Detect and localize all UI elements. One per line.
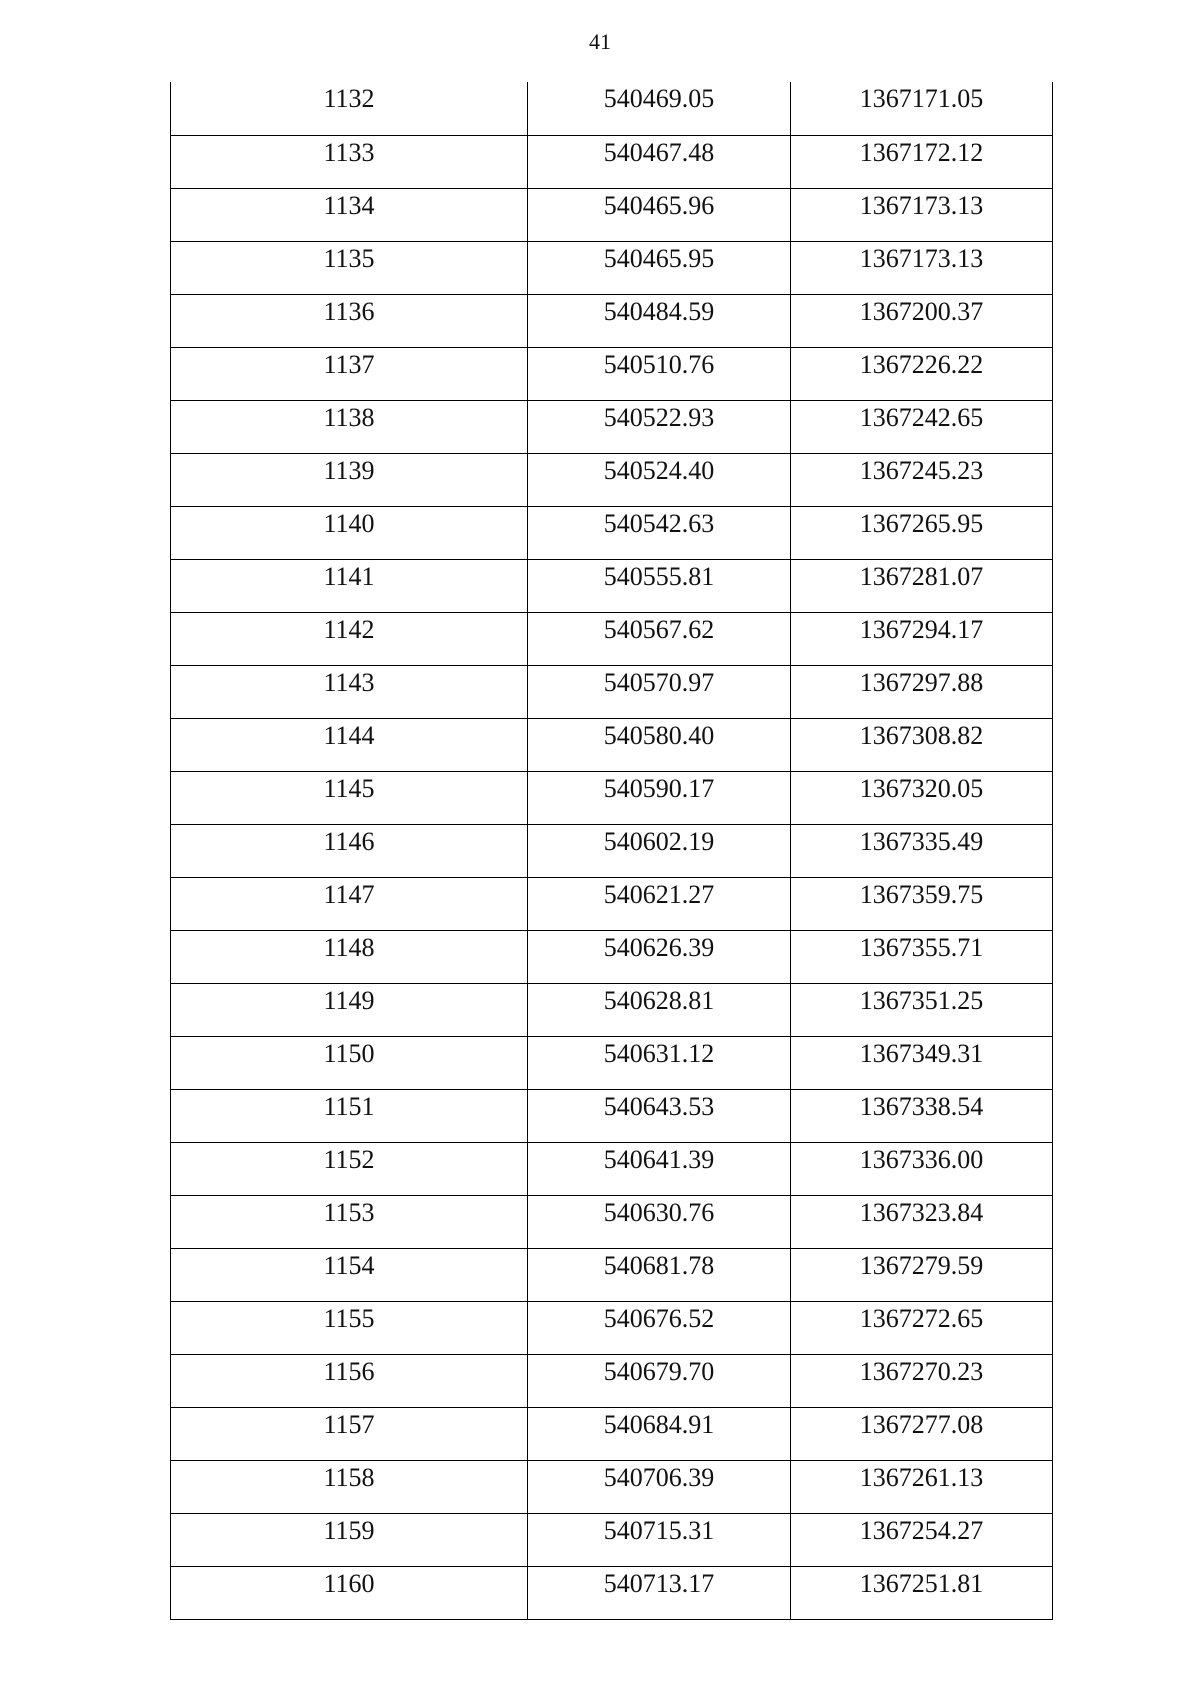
point-number-cell: 1148 [171, 930, 528, 983]
point-number-cell: 1147 [171, 877, 528, 930]
table-row [171, 559, 1053, 612]
y-coordinate-cell: 1367355.71 [791, 930, 1053, 983]
y-coordinate-cell: 1367336.00 [791, 1142, 1053, 1195]
x-coordinate-cell: 540676.52 [528, 1301, 791, 1354]
x-coordinate-cell: 540621.27 [528, 877, 791, 930]
y-coordinate-cell: 1367226.22 [791, 347, 1053, 400]
point-number-cell: 1139 [171, 453, 528, 506]
table-row [171, 1566, 1053, 1619]
point-number-cell: 1137 [171, 347, 528, 400]
point-number-cell: 1156 [171, 1354, 528, 1407]
point-number-cell: 1138 [171, 400, 528, 453]
x-coordinate-cell: 540631.12 [528, 1036, 791, 1089]
point-number-cell: 1141 [171, 559, 528, 612]
coordinates-table [170, 82, 1053, 1620]
table-row [171, 1301, 1053, 1354]
x-coordinate-cell: 540524.40 [528, 453, 791, 506]
table-row [171, 453, 1053, 506]
y-coordinate-cell: 1367173.13 [791, 188, 1053, 241]
point-number-cell: 1155 [171, 1301, 528, 1354]
y-coordinate-cell: 1367242.65 [791, 400, 1053, 453]
x-coordinate-cell: 540469.05 [528, 82, 791, 135]
x-coordinate-cell: 540713.17 [528, 1566, 791, 1619]
y-coordinate-cell: 1367349.31 [791, 1036, 1053, 1089]
x-coordinate-cell: 540567.62 [528, 612, 791, 665]
point-number-cell: 1150 [171, 1036, 528, 1089]
point-number-cell: 1154 [171, 1248, 528, 1301]
point-number-cell: 1160 [171, 1566, 528, 1619]
point-number-cell: 1132 [171, 82, 528, 135]
table-row [171, 1089, 1053, 1142]
point-number-cell: 1149 [171, 983, 528, 1036]
x-coordinate-cell: 540706.39 [528, 1460, 791, 1513]
table-row [171, 930, 1053, 983]
point-number-cell: 1135 [171, 241, 528, 294]
y-coordinate-cell: 1367320.05 [791, 771, 1053, 824]
table-row [171, 1407, 1053, 1460]
y-coordinate-cell: 1367359.75 [791, 877, 1053, 930]
x-coordinate-cell: 540555.81 [528, 559, 791, 612]
table-row [171, 347, 1053, 400]
table-row [171, 1248, 1053, 1301]
y-coordinate-cell: 1367171.05 [791, 82, 1053, 135]
x-coordinate-cell: 540628.81 [528, 983, 791, 1036]
table-row [171, 82, 1053, 135]
y-coordinate-cell: 1367251.81 [791, 1566, 1053, 1619]
y-coordinate-cell: 1367254.27 [791, 1513, 1053, 1566]
point-number-cell: 1153 [171, 1195, 528, 1248]
point-number-cell: 1143 [171, 665, 528, 718]
y-coordinate-cell: 1367245.23 [791, 453, 1053, 506]
y-coordinate-cell: 1367200.37 [791, 294, 1053, 347]
coordinates-table-body [171, 82, 1053, 1619]
point-number-cell: 1157 [171, 1407, 528, 1460]
x-coordinate-cell: 540484.59 [528, 294, 791, 347]
y-coordinate-cell: 1367351.25 [791, 983, 1053, 1036]
table-row [171, 1460, 1053, 1513]
point-number-cell: 1136 [171, 294, 528, 347]
y-coordinate-cell: 1367277.08 [791, 1407, 1053, 1460]
x-coordinate-cell: 540522.93 [528, 400, 791, 453]
x-coordinate-cell: 540679.70 [528, 1354, 791, 1407]
point-number-cell: 1158 [171, 1460, 528, 1513]
y-coordinate-cell: 1367297.88 [791, 665, 1053, 718]
y-coordinate-cell: 1367279.59 [791, 1248, 1053, 1301]
x-coordinate-cell: 540465.95 [528, 241, 791, 294]
table-row [171, 294, 1053, 347]
y-coordinate-cell: 1367323.84 [791, 1195, 1053, 1248]
point-number-cell: 1134 [171, 188, 528, 241]
table-row [171, 718, 1053, 771]
table-row [171, 135, 1053, 188]
table-row [171, 771, 1053, 824]
y-coordinate-cell: 1367308.82 [791, 718, 1053, 771]
point-number-cell: 1152 [171, 1142, 528, 1195]
point-number-cell: 1133 [171, 135, 528, 188]
y-coordinate-cell: 1367338.54 [791, 1089, 1053, 1142]
y-coordinate-cell: 1367261.13 [791, 1460, 1053, 1513]
y-coordinate-cell: 1367173.13 [791, 241, 1053, 294]
x-coordinate-cell: 540630.76 [528, 1195, 791, 1248]
x-coordinate-cell: 540465.96 [528, 188, 791, 241]
page-number: 41 [589, 29, 611, 54]
table-row [171, 400, 1053, 453]
x-coordinate-cell: 540467.48 [528, 135, 791, 188]
point-number-cell: 1159 [171, 1513, 528, 1566]
y-coordinate-cell: 1367265.95 [791, 506, 1053, 559]
table-row [171, 1354, 1053, 1407]
point-number-cell: 1146 [171, 824, 528, 877]
table-row [171, 1142, 1053, 1195]
x-coordinate-cell: 540641.39 [528, 1142, 791, 1195]
table-row [171, 506, 1053, 559]
x-coordinate-cell: 540510.76 [528, 347, 791, 400]
table-row [171, 612, 1053, 665]
x-coordinate-cell: 540590.17 [528, 771, 791, 824]
point-number-cell: 1145 [171, 771, 528, 824]
x-coordinate-cell: 540542.63 [528, 506, 791, 559]
table-row [171, 241, 1053, 294]
y-coordinate-cell: 1367294.17 [791, 612, 1053, 665]
table-row [171, 824, 1053, 877]
y-coordinate-cell: 1367335.49 [791, 824, 1053, 877]
x-coordinate-cell: 540684.91 [528, 1407, 791, 1460]
point-number-cell: 1142 [171, 612, 528, 665]
point-number-cell: 1151 [171, 1089, 528, 1142]
table-row [171, 665, 1053, 718]
table-row [171, 983, 1053, 1036]
x-coordinate-cell: 540681.78 [528, 1248, 791, 1301]
y-coordinate-cell: 1367272.65 [791, 1301, 1053, 1354]
point-number-cell: 1144 [171, 718, 528, 771]
x-coordinate-cell: 540580.40 [528, 718, 791, 771]
x-coordinate-cell: 540602.19 [528, 824, 791, 877]
table-row [171, 1195, 1053, 1248]
table-row [171, 188, 1053, 241]
y-coordinate-cell: 1367281.07 [791, 559, 1053, 612]
table-row [171, 877, 1053, 930]
x-coordinate-cell: 540643.53 [528, 1089, 791, 1142]
y-coordinate-cell: 1367172.12 [791, 135, 1053, 188]
y-coordinate-cell: 1367270.23 [791, 1354, 1053, 1407]
point-number-cell: 1140 [171, 506, 528, 559]
x-coordinate-cell: 540626.39 [528, 930, 791, 983]
x-coordinate-cell: 540570.97 [528, 665, 791, 718]
table-row [171, 1036, 1053, 1089]
x-coordinate-cell: 540715.31 [528, 1513, 791, 1566]
table-row [171, 1513, 1053, 1566]
